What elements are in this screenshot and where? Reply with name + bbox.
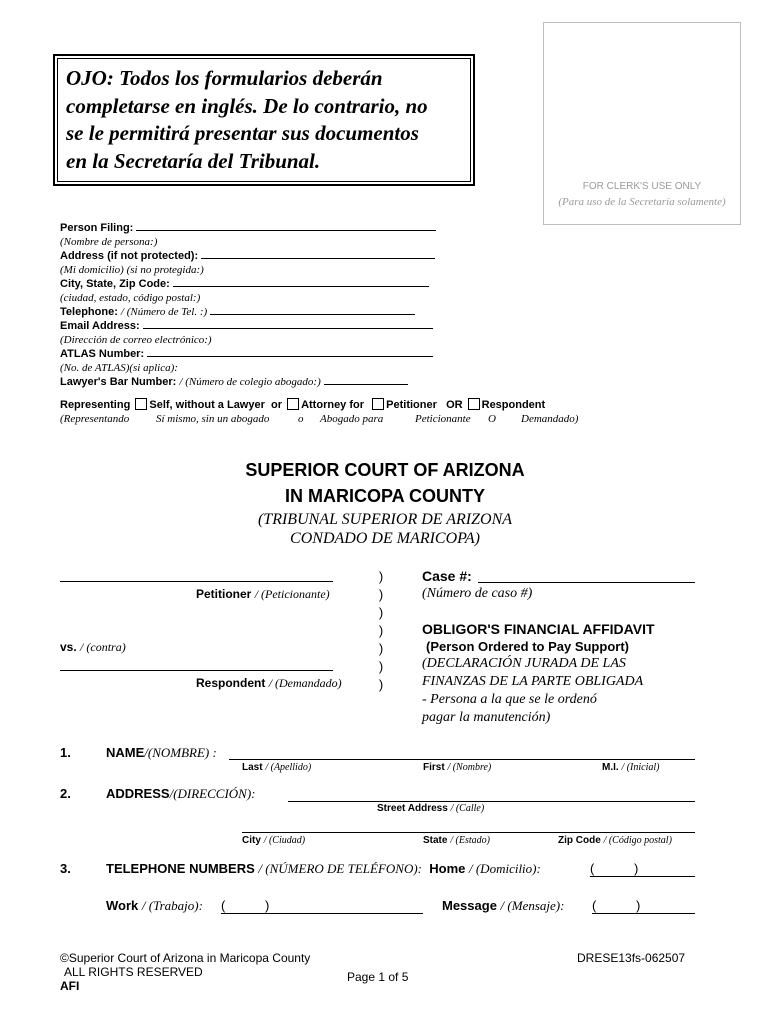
- footer-rights: ALL RIGHTS RESERVED: [64, 965, 203, 979]
- last-label: Last: [242, 762, 263, 773]
- city-state-zip-field[interactable]: [242, 832, 695, 833]
- email-label-es: (Dirección de correo electrónico:): [60, 334, 212, 346]
- person-filing-label-es: (Nombre de persona:): [60, 236, 158, 248]
- work-row: [106, 898, 203, 914]
- state-label: State: [423, 835, 448, 846]
- message-paren-open: (: [592, 898, 597, 913]
- work-label: Work: [106, 898, 139, 913]
- respondent-label-es: Demandado): [521, 413, 579, 425]
- person-filing-es-row: [60, 235, 157, 249]
- footer-afi: AFI: [60, 979, 80, 993]
- item-2-number: 2.: [60, 786, 71, 801]
- respondent-checkbox[interactable]: [468, 398, 480, 410]
- petitioner-caption-label: Petitioner: [196, 587, 252, 601]
- o-label-1: o: [298, 413, 304, 425]
- address-es-row: [60, 263, 204, 277]
- representing-label-es: (Representando: [60, 413, 130, 425]
- respondent-caption: [196, 676, 342, 691]
- representing-row: [60, 398, 545, 412]
- telephone-item-label-es: / (NÚMERO DE TELÉFONO):: [258, 861, 422, 876]
- item-3-number: 3.: [60, 861, 71, 876]
- attorney-checkbox[interactable]: [287, 398, 299, 410]
- form-title-es-3: - Persona a la que se le ordenó: [422, 692, 597, 707]
- first-name-caption: [423, 762, 491, 773]
- work-phone-field[interactable]: [221, 913, 423, 914]
- footer-page: Page 1 of 5: [347, 970, 409, 984]
- petitioner-checkbox[interactable]: [372, 398, 384, 410]
- last-name-caption: [242, 762, 311, 773]
- atlas-label-es: (No. de ATLAS)(si aplica):: [60, 362, 178, 374]
- first-label: First: [423, 762, 445, 773]
- caption-paren: ): [378, 677, 384, 692]
- case-number-label: Case #:: [422, 568, 472, 584]
- home-paren-close: ): [634, 861, 639, 876]
- city-caption: [242, 835, 305, 846]
- caption-paren: ): [378, 659, 384, 674]
- zip-label: Zip Code: [558, 835, 601, 846]
- respondent-caption-label: Respondent: [196, 676, 266, 690]
- home-label-es: / (Domicilio):: [468, 861, 541, 876]
- mi-caption: [602, 762, 660, 773]
- attorney-label-es: Abogado para: [320, 413, 384, 425]
- person-filing-label: Person Filing:: [60, 222, 134, 234]
- zip-caption: [558, 835, 672, 846]
- work-paren-close: ): [265, 898, 270, 913]
- court-title-es-2: CONDADO DE MARICOPA): [290, 530, 480, 547]
- person-filing-row: [60, 221, 436, 235]
- address-field[interactable]: [201, 249, 435, 259]
- street-caption: [377, 803, 484, 814]
- petitioner-label-es: Peticionante: [415, 413, 471, 425]
- home-paren-open: (: [590, 861, 595, 876]
- form-subtitle: (Person Ordered to Pay Support): [426, 639, 629, 654]
- bar-number-row: [60, 375, 408, 389]
- case-number-field[interactable]: [478, 582, 695, 583]
- caption-paren: ): [378, 641, 384, 656]
- vs-label: vs.: [60, 640, 77, 654]
- court-title-1: SUPERIOR COURT OF ARIZONA: [245, 460, 525, 480]
- name-label-row: [106, 745, 217, 761]
- telephone-row: [60, 305, 415, 319]
- city-es-row: [60, 291, 200, 305]
- footer-form-code: DRESE13fs-062507: [577, 951, 686, 965]
- home-label: Home: [429, 861, 466, 876]
- name-field[interactable]: [229, 759, 695, 760]
- city-field[interactable]: [173, 277, 429, 287]
- email-es-row: [60, 333, 212, 347]
- person-filing-field[interactable]: [136, 221, 436, 231]
- atlas-field[interactable]: [147, 347, 433, 357]
- atlas-es-row: [60, 361, 178, 375]
- address-label-es: (Mi domicilio) (si no protegida:): [60, 264, 204, 276]
- telephone-item-label: TELEPHONE NUMBERS: [106, 861, 255, 876]
- mi-label-es: / (Inicial): [621, 762, 660, 773]
- mi-label: M.I.: [602, 762, 619, 773]
- zip-label-es: / (Código postal): [603, 835, 672, 846]
- street-label-es: / (Calle): [450, 803, 485, 814]
- telephone-field[interactable]: [210, 305, 415, 315]
- email-label: Email Address:: [60, 320, 140, 332]
- case-number-label-es: (Número de caso #): [422, 586, 533, 601]
- bar-number-label: Lawyer's Bar Number:: [60, 376, 177, 388]
- self-label: Self, without a Lawyer: [149, 399, 265, 411]
- city-label: City, State, Zip Code:: [60, 278, 170, 290]
- caption-paren: ): [378, 623, 384, 638]
- state-label-es: / (Estado): [450, 835, 490, 846]
- work-paren-open: (: [221, 898, 226, 913]
- telephone-item-row: [106, 861, 541, 877]
- clerk-use-label: FOR CLERK'S USE ONLY: [582, 181, 702, 192]
- city-item-label: City: [242, 835, 261, 846]
- name-label-es: /(NOMBRE) :: [144, 745, 217, 760]
- bar-number-label-es: / (Número de colegio abogado:): [179, 376, 321, 388]
- respondent-caption-label-es: / (Demandado): [268, 676, 342, 690]
- address-item-label: ADDRESS: [106, 786, 170, 801]
- message-label: Message: [442, 898, 497, 913]
- form-title-es-4: pagar la manutención): [422, 710, 551, 725]
- address-item-label-es: /(DIRECCIÓN):: [169, 786, 256, 801]
- email-field[interactable]: [143, 319, 433, 329]
- message-paren-close: ): [636, 898, 641, 913]
- vs-caption: [60, 640, 126, 655]
- name-label: NAME: [106, 745, 145, 760]
- email-row: [60, 319, 433, 333]
- address-row: [60, 249, 435, 263]
- petitioner-caption-label-es: / (Peticionante): [254, 587, 330, 601]
- footer-copyright: ©Superior Court of Arizona in Maricopa County: [60, 951, 311, 965]
- clerk-use-label-es: (Para uso de la Secretaría solamente): [558, 196, 726, 208]
- caption-paren: ): [378, 605, 384, 620]
- address-item-row: [106, 786, 256, 802]
- message-label-es: / (Mensaje):: [500, 898, 565, 913]
- city-item-label-es: / (Ciudad): [263, 835, 306, 846]
- last-label-es: / (Apellido): [265, 762, 312, 773]
- address-label: Address (if not protected):: [60, 250, 199, 262]
- bar-number-field[interactable]: [324, 375, 408, 385]
- respondent-label: Respondent: [481, 399, 546, 411]
- work-label-es: / (Trabajo):: [141, 898, 203, 913]
- petitioner-label: Petitioner: [386, 399, 437, 411]
- caption-paren: ): [378, 569, 384, 584]
- state-caption: [423, 835, 490, 846]
- clerk-use-box: [543, 22, 741, 225]
- city-row: [60, 277, 429, 291]
- notice-box: [54, 55, 474, 185]
- message-row: [442, 898, 564, 914]
- form-title: OBLIGOR'S FINANCIAL AFFIDAVIT: [422, 621, 655, 637]
- o-label-2: O: [488, 413, 496, 425]
- street-label: Street Address: [377, 803, 448, 814]
- respondent-name-line[interactable]: [60, 670, 333, 671]
- item-1-number: 1.: [60, 745, 71, 760]
- telephone-label: Telephone:: [60, 306, 118, 318]
- message-phone-field[interactable]: [592, 913, 695, 914]
- atlas-row: [60, 347, 433, 361]
- atlas-label: ATLAS Number:: [60, 348, 145, 360]
- telephone-label-es: / (Número de Tel. :): [120, 306, 208, 318]
- home-phone-field[interactable]: [590, 876, 695, 877]
- street-address-field[interactable]: [288, 801, 695, 802]
- or-label-2: OR: [446, 399, 463, 411]
- court-title-es-1: (TRIBUNAL SUPERIOR DE ARIZONA: [257, 511, 513, 528]
- court-title-2: IN MARICOPA COUNTY: [285, 486, 485, 506]
- self-label-es: Sí mismo, sin un abogado: [156, 413, 270, 425]
- petitioner-caption: [196, 587, 330, 602]
- self-checkbox[interactable]: [135, 398, 147, 410]
- attorney-label: Attorney for: [301, 399, 365, 411]
- vs-label-es: / (contra): [80, 640, 126, 654]
- first-label-es: / (Nombre): [447, 762, 492, 773]
- notice-text: OJO: Todos los formularios deberán completarse en inglés. De lo contrario, no se le permitirá presentar sus documentos en la Secretaría del Tribunal.: [66, 66, 428, 173]
- form-title-es-1: (DECLARACIÓN JURADA DE LAS: [422, 656, 626, 671]
- petitioner-name-line[interactable]: [60, 581, 333, 582]
- city-label-es: (ciudad, estado, código postal:): [60, 292, 201, 304]
- or-label-1: or: [271, 399, 283, 411]
- form-title-es-2: FINANZAS DE LA PARTE OBLIGADA: [422, 674, 644, 689]
- representing-label: Representing: [60, 399, 131, 411]
- caption-paren: ): [378, 587, 384, 602]
